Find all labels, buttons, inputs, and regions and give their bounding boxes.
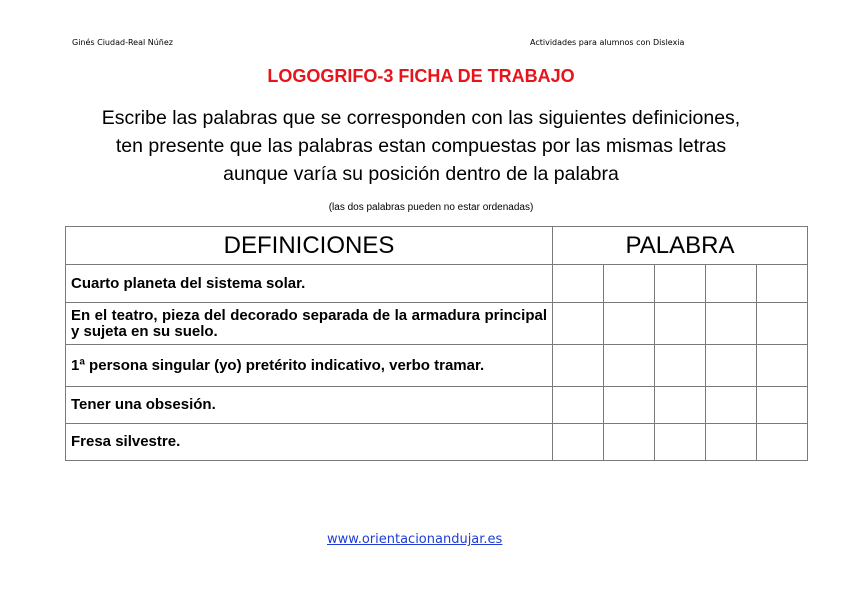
definition-cell: En el teatro, pieza del decorado separada de la armadura principal y sujeta en su suelo. [66,303,553,345]
column-header-word: PALABRA [553,227,808,265]
table-row [66,424,808,461]
letter-box[interactable] [604,265,655,303]
table-header-row [66,227,808,265]
letter-box[interactable] [553,265,604,303]
instructions-line-1: Escribe las palabras que se corresponden con las siguientes definiciones, [101,107,741,129]
letter-box[interactable] [706,303,757,345]
letter-box[interactable] [553,387,604,424]
definition-cell: Tener una obsesión. [66,387,553,424]
instructions [60,104,782,188]
letter-box[interactable] [655,303,706,345]
header-subject: Actividades para alumnos con Dislexia [530,38,685,47]
letter-box[interactable] [757,265,808,303]
note: (las dos palabras pueden no estar ordenadas) [328,202,534,213]
definition-cell: Fresa silvestre. [66,424,553,461]
letter-box[interactable] [553,303,604,345]
letter-box[interactable] [604,303,655,345]
table-row [66,387,808,424]
footer-link[interactable]: www.orientacionandujar.es [327,532,503,547]
letter-box[interactable] [655,387,706,424]
instructions-line-3: aunque varía su posición dentro de la palabra [223,163,619,185]
instructions-line-2: ten presente que las palabras estan compuestas por las mismas letras [115,135,727,157]
letter-box[interactable] [655,265,706,303]
letter-box[interactable] [604,345,655,387]
letter-box[interactable] [553,424,604,461]
table-row [66,265,808,303]
letter-box[interactable] [706,345,757,387]
letter-box[interactable] [757,424,808,461]
worksheet-table [65,226,808,461]
table-row [66,303,808,345]
letter-box[interactable] [604,424,655,461]
column-header-definitions: DEFINICIONES [66,227,553,265]
letter-box[interactable] [655,345,706,387]
definition-cell: Cuarto planeta del sistema solar. [66,265,553,303]
letter-box[interactable] [757,387,808,424]
letter-box[interactable] [604,387,655,424]
letter-box[interactable] [706,265,757,303]
letter-box[interactable] [553,345,604,387]
letter-box[interactable] [706,424,757,461]
letter-box[interactable] [655,424,706,461]
header-author: Ginés Ciudad-Real Núñez [72,38,173,47]
letter-box[interactable] [757,345,808,387]
definition-cell: 1ª persona singular (yo) pretérito indicativo, verbo tramar. [66,345,553,387]
letter-box[interactable] [757,303,808,345]
table-row [66,345,808,387]
letter-box[interactable] [706,387,757,424]
page-title: LOGOGRIFO-3 FICHA DE TRABAJO [267,66,575,86]
